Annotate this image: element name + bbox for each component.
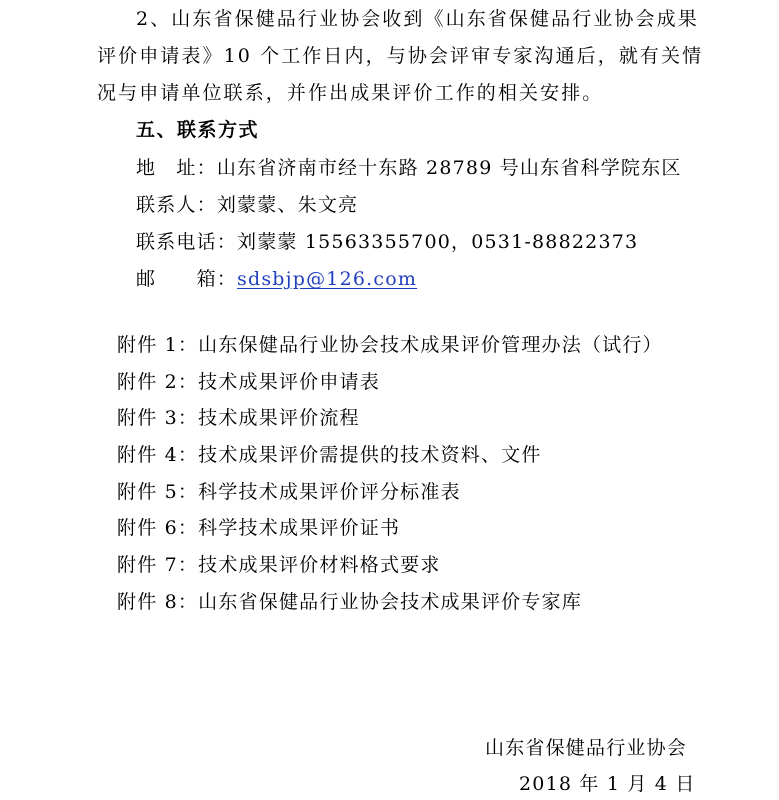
contact-person-label: 联系人：	[136, 194, 217, 216]
paragraph-line-1: 2、山东省保健品行业协会收到《山东省保健品行业协会成果	[136, 8, 699, 30]
attachment-title: 技术成果评价流程	[198, 407, 360, 429]
attachment-title: 科学技术成果评价评分标准表	[198, 481, 461, 503]
attachment-title: 技术成果评价申请表	[198, 371, 380, 393]
attachment-label: 附件 3：	[117, 407, 199, 429]
attachment-item-2	[117, 370, 380, 394]
attachment-item-5	[117, 480, 461, 504]
attachment-item-7	[117, 553, 441, 577]
attachment-item-8	[117, 590, 582, 614]
attachment-label: 附件 4：	[117, 444, 199, 466]
attachment-item-3	[117, 406, 360, 430]
attachment-label: 附件 2：	[117, 371, 199, 393]
email-row	[136, 267, 417, 291]
email-link[interactable]: sdsbjp@126.com	[237, 268, 418, 290]
contact-person-value: 刘蒙蒙、朱文亮	[216, 194, 359, 216]
attachment-title: 技术成果评价材料格式要求	[198, 554, 441, 576]
attachment-item-4	[117, 443, 542, 467]
email-label: 邮 箱：	[136, 268, 238, 290]
attachment-item-6	[117, 516, 400, 540]
paragraph-line-2: 评价申请表》10 个工作日内，与协会评审专家沟通后，就有关情	[97, 45, 704, 67]
attachment-title: 科学技术成果评价证书	[198, 517, 401, 539]
attachment-title: 技术成果评价需提供的技术资料、文件	[198, 444, 542, 466]
phone-label: 联系电话：	[136, 231, 238, 253]
contact-person-row	[136, 193, 358, 217]
attachment-label: 附件 6：	[117, 517, 199, 539]
attachment-label: 附件 5：	[117, 481, 199, 503]
address-label: 地 址：	[136, 157, 217, 179]
attachment-label: 附件 1：	[117, 334, 199, 356]
signature-date: 2018 年 1 月 4 日	[519, 773, 696, 795]
attachment-title: 山东省保健品行业协会技术成果评价专家库	[198, 591, 582, 613]
address-row	[136, 156, 682, 180]
paragraph-line-3: 况与申请单位联系，并作出成果评价工作的相关安排。	[97, 82, 604, 104]
signature-organization: 山东省保健品行业协会	[485, 737, 688, 759]
phone-row	[136, 230, 638, 254]
contact-heading: 五、联系方式	[136, 119, 260, 141]
address-value: 山东省济南市经十东路 28789 号山东省科学院东区	[216, 157, 682, 179]
attachment-label: 附件 7：	[117, 554, 199, 576]
attachment-item-1	[117, 333, 663, 357]
phone-value: 刘蒙蒙 15563355700，0531-88822373	[237, 231, 639, 253]
attachment-title: 山东保健品行业协会技术成果评价管理办法（试行）	[198, 334, 663, 356]
attachment-label: 附件 8：	[117, 591, 199, 613]
